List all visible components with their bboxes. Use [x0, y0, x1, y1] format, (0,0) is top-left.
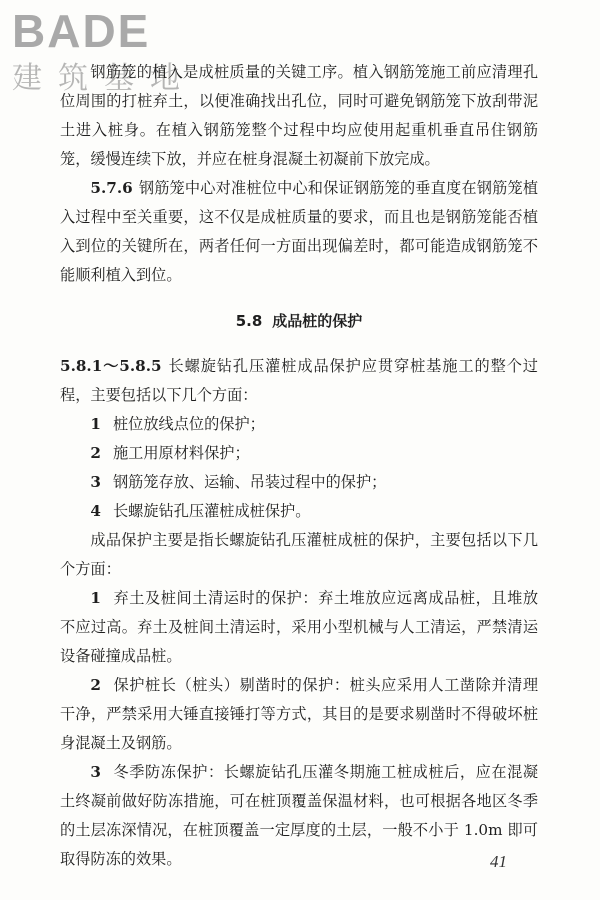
- list-item-number: 4: [90, 502, 101, 520]
- protection-number: 2: [90, 676, 101, 694]
- clause-5-8-1-to-5-8-5: [60, 352, 538, 410]
- intro-paragraph: 成品保护主要是指长螺旋钻孔压灌桩成桩的保护，主要包括以下几个方面：: [60, 531, 538, 578]
- section-heading: [60, 307, 538, 336]
- list-item-number: 1: [90, 415, 101, 433]
- protection-number: 1: [90, 589, 101, 607]
- protection-number: 3: [90, 763, 101, 781]
- watermark-logo-text: BADE: [12, 5, 151, 57]
- list-item-text: 施工用原材料保护；: [112, 444, 250, 462]
- list-item: [60, 410, 538, 439]
- clause-5-7-6: [60, 174, 538, 290]
- section-title: 成品桩的保护: [272, 312, 363, 330]
- list-item-text: 钢筋笼存放、运输、吊装过程中的保护；: [112, 473, 387, 491]
- list-item-text: 长螺旋钻孔压灌桩成桩保护。: [112, 502, 311, 520]
- protection-paragraph: [60, 584, 538, 671]
- list-item: [60, 468, 538, 497]
- protection-text: 弃土及桩间土清运时的保护：弃土堆放应远离成品桩，且堆放不应过高。弃土及桩间土清运时，采用小型机械与人工清运，严禁清运设备碰撞成品桩。: [60, 589, 538, 665]
- continuation-paragraph: 钢筋笼的植入是成桩质量的关键工序。植入钢筋笼施工前应清理孔位周围的打桩弃土，以便准确找出孔位，同时可避免钢筋笼下放刮带泥土进入桩身。在植入钢筋笼整个过程中均应使用起重机垂直吊住钢筋笼，缓慢连续下放，并应在桩身混凝土初凝前下放完成。: [60, 63, 538, 168]
- clause-number: 5.8.1～5.8.5: [60, 357, 162, 375]
- document-body: [60, 58, 538, 874]
- list-item: [60, 497, 538, 526]
- protection-text: 保护桩长（桩头）剔凿时的保护：桩头应采用人工凿除并清理干净，严禁采用大锤直接锤打等方式，其目的是要求剔凿时不得破坏桩身混凝土及钢筋。: [60, 676, 538, 752]
- section-number: 5.8: [235, 312, 263, 330]
- clause-text: 长螺旋钻孔压灌桩成品保护应贯穿桩基施工的整个过程，主要包括以下几个方面：: [60, 357, 538, 404]
- list-item-number: 3: [90, 473, 101, 491]
- list-item: [60, 439, 538, 468]
- clause-text: 钢筋笼中心对准桩位中心和保证钢筋笼的垂直度在钢筋笼植入过程中至关重要，这不仅是成桩质量的要求，而且也是钢筋笼能否植入到位的关键所在，两者任何一方面出现偏差时，都可能造成钢筋笼不能顺利植入到位。: [60, 179, 538, 284]
- protection-paragraph: [60, 758, 538, 874]
- clause-number: 5.7.6: [90, 179, 133, 197]
- protection-text: 冬季防冻保护：长螺旋钻孔压灌冬期施工桩成桩后，应在混凝土终凝前做好防冻措施，可在桩顶覆盖保温材料，也可根据各地区冬季的土层冻深情况，在桩顶覆盖一定厚度的土层，一般不小于 1.0m 即可取得防冻的效果。: [60, 763, 538, 868]
- protection-paragraph: [60, 671, 538, 758]
- list-item-number: 2: [90, 444, 101, 462]
- list-item-text: 桩位放线点位的保护；: [112, 415, 265, 433]
- watermark-subtitle: 建筑基地: [12, 61, 196, 96]
- page-number: 41: [490, 852, 507, 871]
- protection-scope-list: [60, 410, 538, 526]
